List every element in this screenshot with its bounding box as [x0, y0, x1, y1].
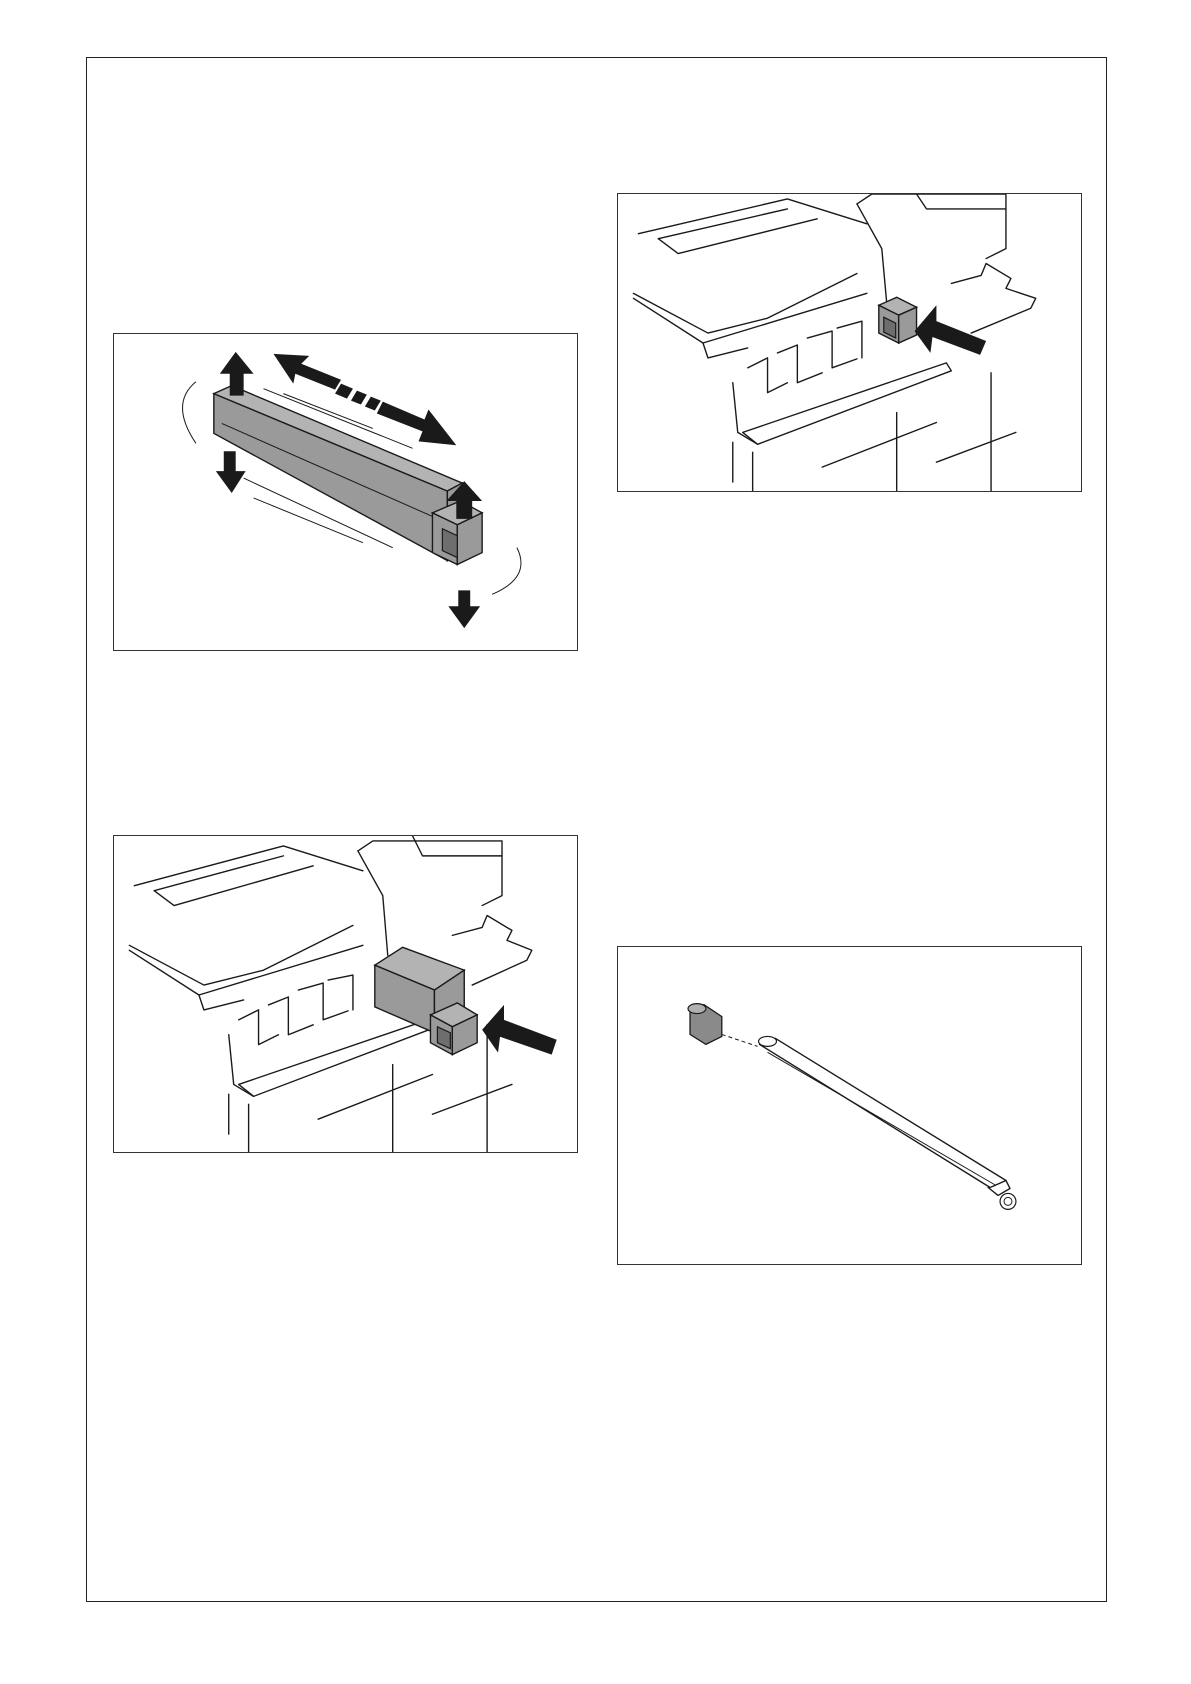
toner-insert-illustration — [114, 836, 577, 1152]
push-arrow-icon — [915, 305, 987, 355]
down-arrow-icon — [448, 590, 480, 628]
toner-locked-illustration — [618, 194, 1081, 491]
charger-cleaner-illustration — [618, 947, 1081, 1264]
figure-toner-insert — [113, 835, 578, 1153]
cleaning-pad — [688, 1004, 722, 1045]
push-arrow-icon — [482, 1005, 557, 1055]
figure-charger-cleaner — [617, 946, 1082, 1265]
toner-shake-illustration — [114, 334, 577, 650]
down-arrow-icon — [216, 451, 246, 493]
figure-toner-locked — [617, 193, 1082, 492]
figure-toner-shake — [113, 333, 578, 651]
cleaner-rod — [759, 1036, 1016, 1209]
